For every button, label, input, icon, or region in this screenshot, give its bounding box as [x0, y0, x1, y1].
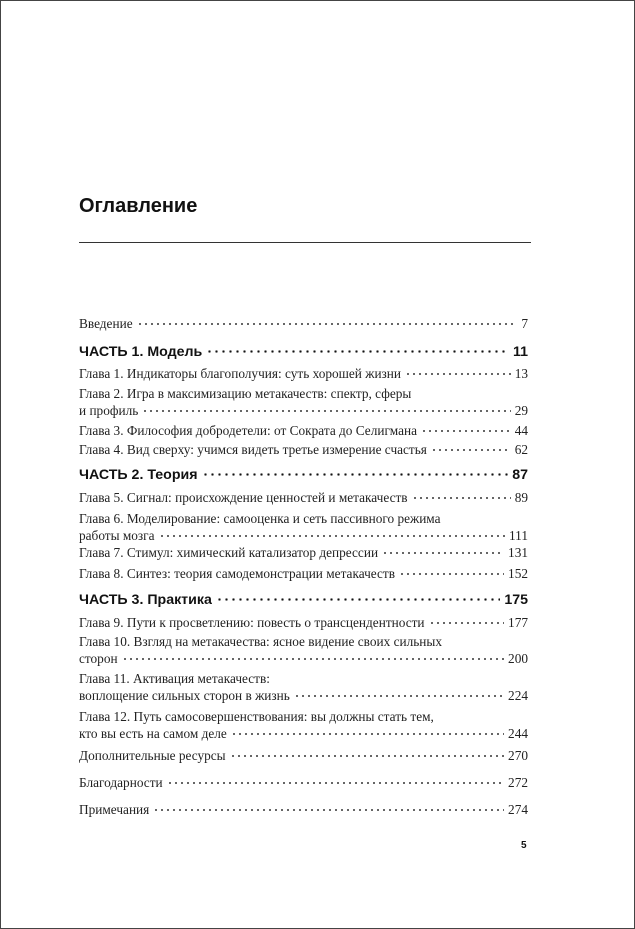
toc-entry-title: и профиль — [79, 403, 139, 418]
toc-entry-title: ЧАСТЬ 1. Модель — [79, 344, 203, 360]
toc-entry-title: Введение — [79, 316, 133, 331]
page-title: Оглавление — [79, 195, 198, 217]
toc-page-number: 131 — [508, 545, 528, 560]
toc-entry-title: сторон — [79, 651, 118, 666]
dot-leader — [206, 350, 509, 353]
toc-page-number: 200 — [508, 651, 528, 666]
dot-leader — [122, 658, 504, 660]
toc-entry-title: Глава 3. Философия добродетели: от Сократа до Селигмана — [79, 423, 417, 438]
toc-entry[interactable] — [79, 708, 528, 742]
toc-entry[interactable] — [79, 385, 528, 419]
toc-entry-title: ЧАСТЬ 3. Практика — [79, 592, 212, 608]
dot-leader — [142, 410, 510, 412]
toc-page-number: 11 — [513, 344, 528, 360]
toc-entry[interactable] — [79, 365, 528, 382]
dot-leader — [429, 622, 504, 624]
toc-entry-title: Глава 11. Активация метакачеств: — [79, 671, 270, 686]
dot-leader — [421, 430, 511, 432]
toc-entry-title: Глава 6. Моделирование: самооценка и сеть пассивного режима — [79, 511, 441, 526]
toc-part-entry[interactable] — [79, 467, 528, 484]
toc-entry[interactable] — [79, 422, 528, 439]
toc-entry-title: Благодарности — [79, 775, 163, 790]
toc-page-number: 272 — [508, 775, 528, 790]
toc-page-number: 29 — [514, 403, 528, 418]
toc-entry-title: Глава 1. Индикаторы благополучия: суть хорошей жизни — [79, 366, 402, 381]
toc-entry[interactable] — [79, 801, 528, 818]
dot-leader — [431, 449, 511, 451]
toc-page-number: 274 — [508, 802, 528, 817]
toc-entry[interactable] — [79, 489, 528, 506]
toc-entry[interactable] — [79, 614, 528, 631]
toc-entry[interactable] — [79, 670, 528, 704]
toc-page-number: 13 — [514, 366, 528, 381]
toc-page-number: 89 — [514, 490, 528, 505]
toc-entry-title: Примечания — [79, 802, 150, 817]
toc-entry[interactable] — [79, 315, 528, 332]
toc-entry-title: Глава 5. Сигнал: происхождение ценностей и метакачеств — [79, 490, 408, 505]
toc-entry-title: Глава 2. Игра в максимизацию метакачеств: спектр, сферы — [79, 386, 412, 401]
toc-entry[interactable] — [79, 633, 528, 667]
dot-leader — [412, 497, 511, 499]
toc-entry-title: Глава 4. Вид сверху: учимся видеть третье измерение счастья — [79, 442, 427, 457]
dot-leader — [137, 323, 518, 325]
toc-page-number: 7 — [521, 316, 528, 331]
toc-entry-title: Глава 12. Путь самосовершенствования: вы должны стать тем, — [79, 709, 434, 724]
dot-leader — [399, 573, 504, 575]
dot-leader — [382, 552, 504, 554]
dot-leader — [167, 782, 504, 784]
toc-entry-title: Дополнительные ресурсы — [79, 748, 226, 763]
toc-page-number: 62 — [514, 442, 528, 457]
dot-leader — [405, 373, 511, 375]
toc-page-number: 44 — [514, 423, 528, 438]
toc-page-number: 224 — [508, 688, 528, 703]
toc-page-number: 175 — [504, 592, 528, 608]
toc-entry-title: ЧАСТЬ 2. Теория — [79, 467, 198, 483]
toc-entry[interactable] — [79, 565, 528, 582]
dot-leader — [159, 535, 506, 537]
toc-part-entry[interactable] — [79, 344, 528, 361]
toc-entry-title: Глава 9. Пути к просветлению: повесть о трансцендентности — [79, 615, 425, 630]
title-divider — [79, 242, 531, 243]
toc-page-number: 244 — [508, 726, 528, 741]
dot-leader — [153, 809, 504, 811]
toc-entry[interactable] — [79, 774, 528, 791]
dot-leader — [294, 695, 504, 697]
toc-entry-title: Глава 10. Взгляд на метакачества: ясное видение своих сильных — [79, 634, 442, 649]
dot-leader — [231, 733, 504, 735]
toc-entry-title: Глава 8. Синтез: теория самодемонстрации метакачеств — [79, 566, 395, 581]
toc-page-number: 87 — [512, 467, 528, 483]
toc-entry[interactable] — [79, 510, 528, 544]
toc-part-entry[interactable] — [79, 592, 528, 609]
toc-page-number: 111 — [509, 528, 528, 543]
dot-leader — [230, 755, 504, 757]
toc-entry-title: Глава 7. Стимул: химический катализатор депрессии — [79, 545, 379, 560]
toc-entry-title: воплощение сильных сторон в жизнь — [79, 688, 290, 703]
page-number: 5 — [521, 840, 527, 851]
toc-entry-title: кто вы есть на самом деле — [79, 726, 227, 741]
dot-leader — [202, 473, 509, 476]
toc-page-number: 177 — [508, 615, 528, 630]
dot-leader — [216, 598, 500, 601]
toc-page-number: 152 — [508, 566, 528, 581]
toc-page-number: 270 — [508, 748, 528, 763]
toc-entry[interactable] — [79, 747, 528, 764]
toc-entry[interactable] — [79, 544, 528, 561]
toc-entry[interactable] — [79, 441, 528, 458]
toc-entry-title: работы мозга — [79, 528, 155, 543]
